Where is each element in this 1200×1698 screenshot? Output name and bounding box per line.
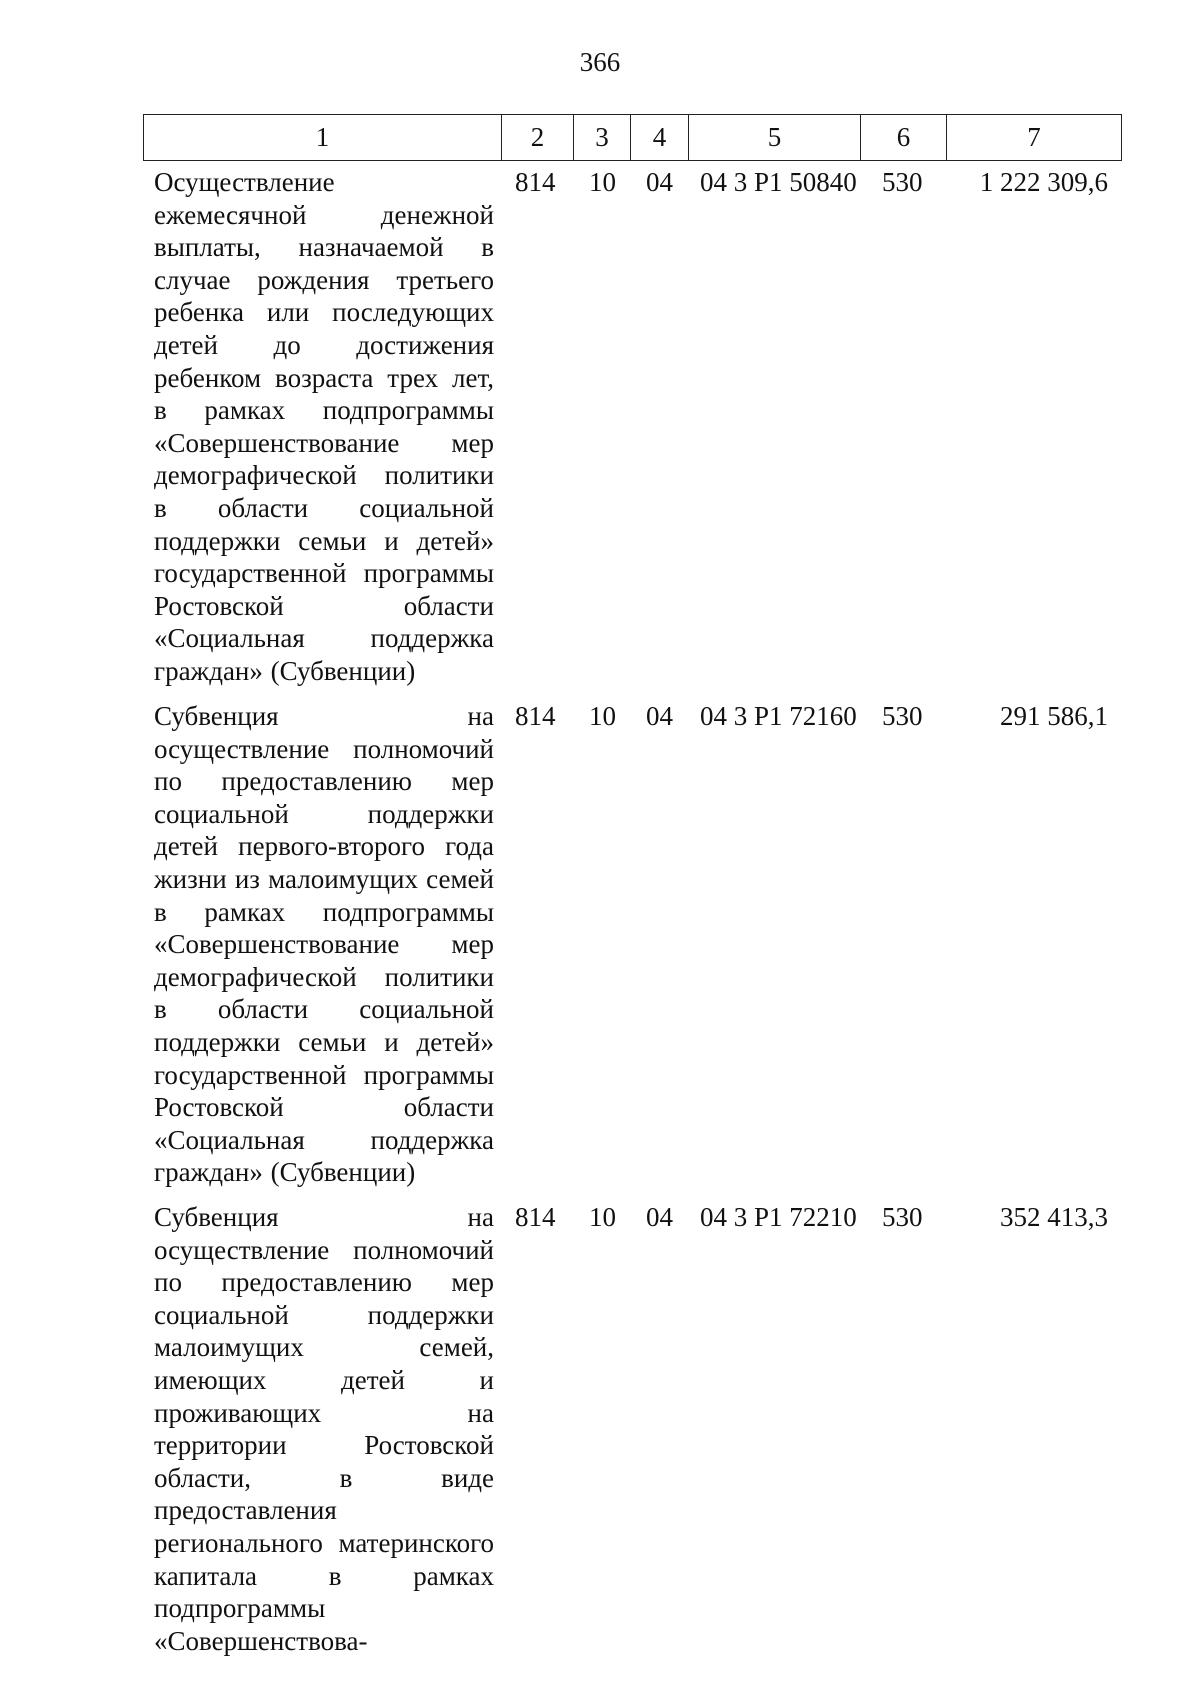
row-col-4: 04 (646, 167, 673, 197)
row-description: Субвенция на осуществление полномочий по предоставлению мер социальной поддержки детей первого-второго года жизни из малоимущих семей в рамках подпрограммы «Совершенствование мер демографической политики в области социальной поддержки семьи и детей» государственной программы Ростовской области «Социальная поддержка граждан» (Субвенции) (154, 701, 494, 1188)
row-col-3: 10 (589, 167, 616, 197)
header-col-1: 1 (144, 115, 502, 161)
row-col-6: 530 (882, 1202, 923, 1232)
header-col-7: 7 (947, 115, 1122, 161)
row-col-4: 04 (646, 1202, 673, 1232)
row-col-2: 814 (515, 1202, 556, 1232)
page-number: 366 (579, 47, 621, 77)
row-col-6: 530 (882, 701, 923, 731)
row-col-7: 291 586,1 (1000, 701, 1108, 731)
row-col-5: 04 3 P1 50840 (700, 167, 857, 197)
row-col-2: 814 (515, 701, 556, 731)
row-col-5: 04 3 P1 72160 (700, 701, 857, 731)
row-col-5: 04 3 P1 72210 (700, 1202, 857, 1232)
table-header (143, 114, 1122, 161)
header-col-6: 6 (861, 115, 947, 161)
row-col-2: 814 (515, 167, 556, 197)
row-col-4: 04 (646, 701, 673, 731)
header-col-5: 5 (689, 115, 861, 161)
row-col-7: 352 413,3 (1000, 1202, 1108, 1232)
header-col-2: 2 (502, 115, 574, 161)
header-col-4: 4 (631, 115, 689, 161)
row-col-7: 1 222 309,6 (979, 167, 1108, 197)
row-description: Осуществление ежемесячной денежной выплаты, назначаемой в случае рождения третьего ребенка или последующих детей до достижения ребенком возраста трех лет, в рамках подпрограммы «Совершенствование мер демографической политики в области социальной поддержки семьи и детей» государственной программы Ростовской области «Социальная поддержка граждан» (Субвенции) (154, 167, 494, 686)
row-col-3: 10 (589, 701, 616, 731)
row-description: Субвенция на осуществление полномочий по предоставлению мер социальной поддержки малоимущих семей, имеющих детей и проживающих на территории Ростовской области, в виде предоставления регионального материнского капитала в рамках подпрограммы «Совершенствова- (154, 1202, 494, 1656)
header-col-3: 3 (574, 115, 631, 161)
header-row (144, 115, 1122, 161)
row-col-3: 10 (589, 1202, 616, 1232)
row-col-6: 530 (882, 167, 923, 197)
